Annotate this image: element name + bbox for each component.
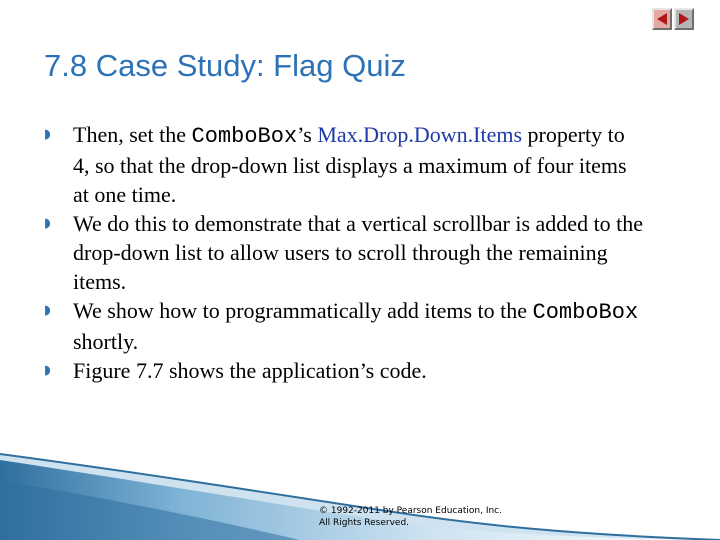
slide-title: 7.8 Case Study: Flag Quiz <box>44 48 406 83</box>
next-slide-button[interactable] <box>674 8 694 30</box>
code-term: ComboBox <box>191 124 298 149</box>
quarter-circle-bullet-icon: ◗ <box>44 216 51 231</box>
code-term: ComboBox <box>532 300 639 325</box>
quarter-circle-bullet-icon: ◗ <box>44 127 51 142</box>
triangle-right-icon <box>677 12 691 26</box>
slide-navigation <box>652 8 694 30</box>
quarter-circle-bullet-icon: ◗ <box>44 363 51 378</box>
bullet-item: ◗ We show how to programmatically add items to the ComboBox shortly. <box>44 298 639 354</box>
bullet-item: ◗ Then, set the ComboBox’s Max.Drop.Down.Items property to 4, so that the drop-down list displays a maximum of four items at one time. <box>44 122 627 207</box>
bullet-item: ◗ Figure 7.7 shows the application’s code. <box>44 358 427 383</box>
previous-slide-button[interactable] <box>652 8 672 30</box>
property-name: Max.Drop.Down.Items <box>317 122 523 147</box>
bullet-item: ◗ We do this to demonstrate that a vertical scrollbar is added to the drop-down list to allow users to scroll through the remaining items. <box>44 211 644 294</box>
bullet-list <box>44 120 644 385</box>
triangle-left-icon <box>655 12 669 26</box>
quarter-circle-bullet-icon: ◗ <box>44 303 51 318</box>
copyright-notice: © 1992-2011 by Pearson Education, Inc. All Rights Reserved. <box>319 506 502 528</box>
